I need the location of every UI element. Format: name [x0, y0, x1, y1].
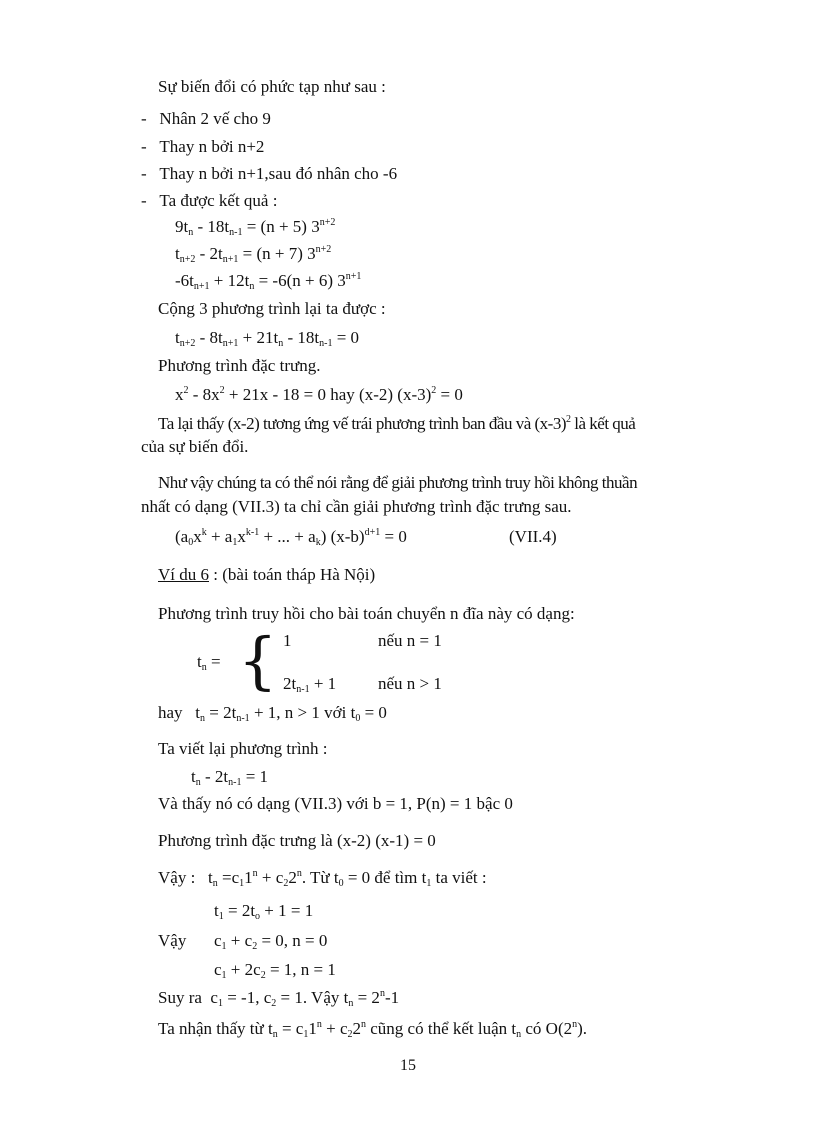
equation: $c_1 + c_2 = 0$, n = 0	[214, 931, 328, 952]
case-1-condition: nếu n = 1	[378, 631, 442, 650]
step-item: - Thay n bởi n+1,sau đó nhân cho -6	[141, 164, 398, 183]
equation: Ta nhận thấy từ $t_n = c_11^n + c_22^n$ cũng có thể kết luận $t_n$ có O(2$^n$).	[158, 1019, 588, 1040]
piecewise-lhs: $t_n$ =	[197, 652, 221, 673]
left-brace-icon: {	[238, 624, 278, 697]
conclusion-line: nhất có dạng (VII.3) ta chỉ cần giải phương trình đặc trưng sau.	[141, 497, 572, 516]
equation: $9t_n - 18t_{n-1} = (n + 5)$ $3^{n+2}$	[175, 217, 336, 238]
equation: hay $t_n = 2t_{n-1} + 1$, n > 1 với $t_0 = 0$	[158, 703, 387, 724]
example-title: Ví du 6	[158, 565, 209, 584]
char-eq-label: Phương trình đặc trưng.	[158, 356, 321, 375]
recurrence-intro: Phương trình truy hồi cho bài toán chuyển n đĩa này có dạng:	[158, 604, 575, 623]
intro-text: Sự biến đổi có phức tạp như sau :	[158, 77, 386, 96]
equation: $t_{n+2} - 2t_{n+1} = (n + 7)$ $3^{n+2}$	[175, 244, 332, 265]
equation: $-6t_{n+1} + 12t_n = -6(n + 6)$ $3^{n+1}$	[175, 271, 362, 292]
rewrite-label: Ta viết lại phương trình :	[158, 739, 328, 758]
equation: Suy ra $c_1 = -1$, $c_2 = 1$. Vậy $t_n = 2^n-1$	[158, 988, 400, 1009]
case-1-value: 1	[283, 631, 292, 650]
step-item: - Nhân 2 vế cho 9	[141, 109, 271, 128]
sum-intro: Cộng 3 phương trình lại ta được :	[158, 299, 386, 318]
step-item: - Ta được kết quả :	[141, 191, 278, 210]
case-2-value: $2t_{n-1} + 1$	[283, 674, 337, 695]
equation: $x^2 - 8x^2 + 21x - 18 = 0$ hay (x-2) $(x-3)^2 = 0$	[175, 385, 463, 404]
form-note: Và thấy nó có dạng (VII.3) với b = 1, P(n) = 1 bậc 0	[158, 794, 513, 813]
page-number: 15	[400, 1057, 416, 1074]
equation: Vậy : $t_n =c_11^n + c_22^n$. Từ $t_0 = 0$ để tìm $t_1$ ta viết :	[158, 868, 487, 889]
vay-label: Vậy	[158, 931, 187, 950]
equation-label: (VII.4)	[509, 527, 557, 546]
equation: $t_{n+2} - 8t_{n+1} + 21t_n - 18t_{n-1} = 0$	[175, 328, 360, 349]
case-2-condition: nếu n > 1	[378, 674, 442, 693]
equation: $t_n - 2t_{n-1} = 1$	[191, 767, 269, 788]
equation: ($a_0x^k + a_1x^{k-1}$ + ... + $a_k$) $(x-b)^{d+1} = 0$	[175, 527, 407, 548]
step-item: - Thay n bởi n+2	[141, 137, 265, 156]
example-heading: Ví du 6 : (bài toán tháp Hà Nội)	[158, 565, 376, 584]
equation: $c_1 + 2c_2 = 1$, n = 1	[214, 960, 336, 981]
remark-line: Ta lại thấy (x-2) tương ứng vế trái phương trình ban đầu và $(x-3)^2$ là kết quả	[158, 414, 636, 433]
equation: $t_1 = 2t_o + 1 = 1$	[214, 901, 314, 922]
char-eq-result: Phương trình đặc trưng là (x-2) (x-1) = 0	[158, 831, 436, 850]
conclusion-line: Như vậy chúng ta có thể nói rằng để giải phương trình truy hồi không thuần	[158, 473, 638, 492]
remark-line: của sự biến đổi.	[141, 437, 249, 456]
